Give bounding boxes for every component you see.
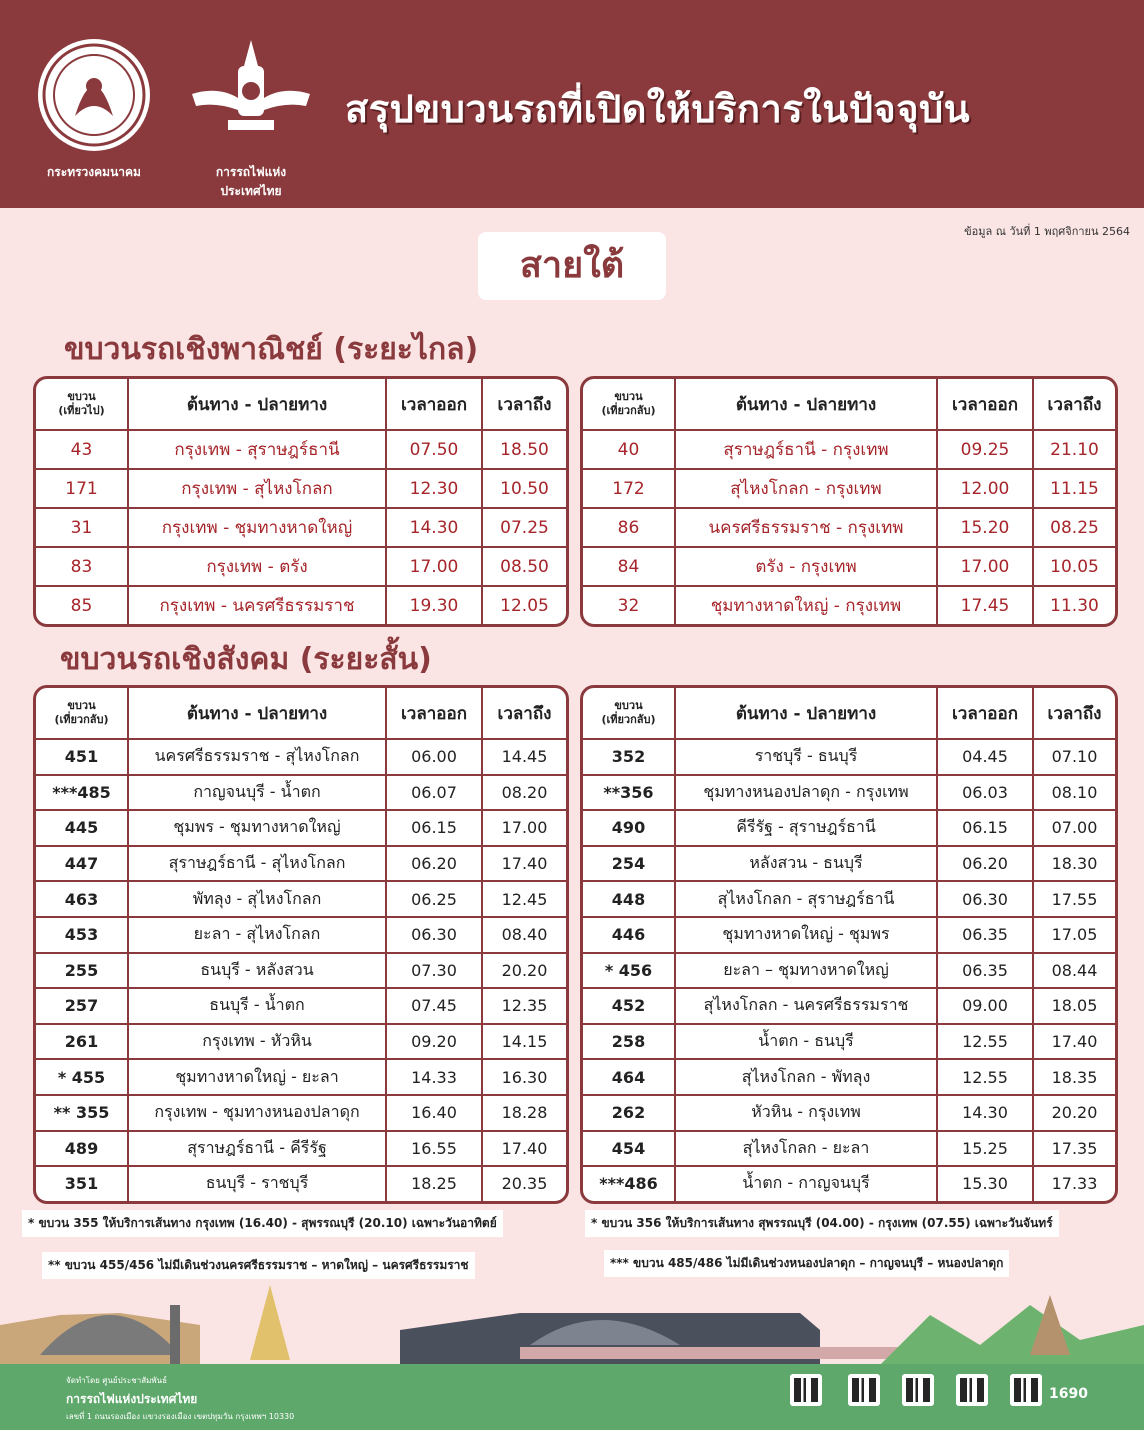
train-number: 463 bbox=[36, 882, 129, 918]
commercial-outbound-table bbox=[33, 376, 569, 627]
ministry-caption: กระทรวงคมนาคม bbox=[47, 165, 141, 179]
region-label: สายใต้ bbox=[478, 232, 666, 300]
arrive-time: 07.25 bbox=[483, 509, 566, 548]
col-route: ต้นทาง - ปลายทาง bbox=[129, 379, 387, 431]
arrive-time: 18.05 bbox=[1034, 989, 1115, 1025]
arrive-time: 17.05 bbox=[1034, 918, 1115, 954]
page-title: สรุปขบวนรถที่เปิดให้บริการในปัจจุบัน bbox=[345, 87, 971, 131]
route: กรุงเทพ - หัวหิน bbox=[129, 1025, 387, 1061]
route: ชุมทางหนองปลาดุก - กรุงเทพ bbox=[676, 776, 938, 812]
depart-time: 12.55 bbox=[938, 1025, 1034, 1061]
table-row bbox=[583, 882, 1115, 918]
app-icon[interactable] bbox=[790, 1374, 822, 1406]
table-row bbox=[36, 989, 566, 1025]
depart-time: 17.45 bbox=[938, 587, 1034, 624]
route: กรุงเทพ - สุราษฎร์ธานี bbox=[129, 431, 387, 470]
arrive-time: 17.55 bbox=[1034, 882, 1115, 918]
table-row bbox=[36, 587, 566, 624]
train-number: 257 bbox=[36, 989, 129, 1025]
route: นครศรีธรรมราช - กรุงเทพ bbox=[676, 509, 938, 548]
col-train: ขบวน (เที่ยวกลับ) bbox=[583, 379, 676, 431]
depart-time: 09.25 bbox=[938, 431, 1034, 470]
ministry-seal-icon bbox=[35, 36, 153, 154]
train-number: 84 bbox=[583, 548, 676, 587]
note-455-456: ** ขบวน 455/456 ไม่มีเดินช่วงนครศรีธรรมราช – หาดใหญ่ – นครศรีธรรมราช bbox=[42, 1252, 475, 1279]
route: หลังสวน - ธนบุรี bbox=[676, 847, 938, 883]
table-row bbox=[583, 1167, 1115, 1201]
depart-time: 06.25 bbox=[387, 882, 483, 918]
as-of-date: ข้อมูล ณ วันที่ 1 พฤศจิกายน 2564 bbox=[964, 225, 1130, 238]
arrive-time: 08.25 bbox=[1034, 509, 1115, 548]
depart-time: 15.20 bbox=[938, 509, 1034, 548]
table-row bbox=[36, 1096, 566, 1132]
table-row bbox=[583, 954, 1115, 990]
qr-code-icon[interactable] bbox=[956, 1374, 988, 1406]
depart-time: 12.00 bbox=[938, 470, 1034, 509]
route: ธนบุรี - ราชบุรี bbox=[129, 1167, 387, 1201]
train-number: 262 bbox=[583, 1096, 676, 1132]
route: ธนบุรี - น้ำตก bbox=[129, 989, 387, 1025]
route: คีรีรัฐ - สุราษฎร์ธานี bbox=[676, 811, 938, 847]
col-arrive: เวลาถึง bbox=[483, 379, 566, 431]
route: น้ำตก - กาญจนบุรี bbox=[676, 1167, 938, 1201]
train-number: **356 bbox=[583, 776, 676, 812]
col-route: ต้นทาง - ปลายทาง bbox=[676, 379, 938, 431]
call-center-number: 1690 bbox=[1049, 1386, 1088, 1402]
arrive-time: 07.00 bbox=[1034, 811, 1115, 847]
depart-time: 19.30 bbox=[387, 587, 483, 624]
depart-time: 04.45 bbox=[938, 740, 1034, 776]
depart-time: 14.33 bbox=[387, 1060, 483, 1096]
route: สุไหงโกลก - สุราษฎร์ธานี bbox=[676, 882, 938, 918]
arrive-time: 08.40 bbox=[483, 918, 566, 954]
arrive-time: 20.35 bbox=[501, 1174, 548, 1194]
footer-org: การรถไฟแห่งประเทศไทย bbox=[66, 1392, 198, 1406]
header-banner bbox=[0, 0, 1144, 208]
train-number: 464 bbox=[583, 1060, 676, 1096]
depart-time: 15.25 bbox=[938, 1132, 1034, 1168]
depart-time: 06.20 bbox=[938, 847, 1034, 883]
depart-time: 12.55 bbox=[938, 1060, 1034, 1096]
table-row bbox=[583, 989, 1115, 1025]
depart-time: 14.30 bbox=[938, 1096, 1034, 1132]
train-number: 32 bbox=[583, 587, 676, 624]
table-row bbox=[583, 1096, 1115, 1132]
table-row bbox=[583, 811, 1115, 847]
table-row bbox=[36, 882, 566, 918]
train-number: 171 bbox=[36, 470, 129, 509]
arrive-time: 18.50 bbox=[483, 431, 566, 470]
route: ชุมทางหาดใหญ่ - ยะลา bbox=[129, 1060, 387, 1096]
table-row bbox=[36, 1025, 566, 1061]
table-row bbox=[36, 918, 566, 954]
table-row bbox=[36, 811, 566, 847]
train-number: 447 bbox=[36, 847, 129, 883]
arrive-time: 08.20 bbox=[483, 776, 566, 812]
note-355: * ขบวน 355 ให้บริการเส้นทาง กรุงเทพ (16.40) - สุพรรณบุรี (20.10) เฉพาะวันอาทิตย์ bbox=[22, 1210, 503, 1237]
train-number: 172 bbox=[583, 470, 676, 509]
route: กรุงเทพ - ตรัง bbox=[129, 548, 387, 587]
arrive-time: 20.20 bbox=[483, 954, 566, 990]
arrive-time: 11.15 bbox=[1034, 470, 1115, 509]
train-number: 451 bbox=[36, 740, 129, 776]
train-number: 352 bbox=[583, 740, 676, 776]
train-number: 31 bbox=[36, 509, 129, 548]
route: สุราษฎร์ธานี - คีรีรัฐ bbox=[129, 1132, 387, 1168]
depart-time: 06.30 bbox=[387, 918, 483, 954]
col-depart: เวลาออก bbox=[938, 688, 1034, 740]
arrive-time: 10.50 bbox=[483, 470, 566, 509]
depart-time: 09.20 bbox=[387, 1025, 483, 1061]
arrive-time: 08.10 bbox=[1034, 776, 1115, 812]
depart-time: 06.00 bbox=[387, 740, 483, 776]
col-route: ต้นทาง - ปลายทาง bbox=[129, 688, 387, 740]
train-number: 454 bbox=[583, 1132, 676, 1168]
table-row bbox=[36, 548, 566, 587]
train-number: ** 355 bbox=[36, 1096, 129, 1132]
depart-time: 06.20 bbox=[387, 847, 483, 883]
col-depart: เวลาออก bbox=[938, 379, 1034, 431]
train-number: 448 bbox=[583, 882, 676, 918]
ministry-logo bbox=[32, 36, 156, 182]
note-356: * ขบวน 356 ให้บริการเส้นทาง สุพรรณบุรี (04.00) - กรุงเทพ (07.55) เฉพาะวันจันทร์ bbox=[585, 1210, 1059, 1237]
depart-time: 17.00 bbox=[938, 548, 1034, 587]
arrive-time: 17.00 bbox=[483, 811, 566, 847]
arrive-time: 14.45 bbox=[483, 740, 566, 776]
train-number: 86 bbox=[583, 509, 676, 548]
footer-address: เลขที่ 1 ถนนรองเมือง แขวงรองเมือง เขตปทุมวัน กรุงเทพฯ 10330 bbox=[66, 1412, 295, 1421]
table-row bbox=[583, 587, 1115, 624]
arrive-time: 08.44 bbox=[1034, 954, 1115, 990]
footer-producer: จัดทำโดย ศูนย์ประชาสัมพันธ์ bbox=[66, 1376, 167, 1385]
table-row bbox=[583, 847, 1115, 883]
route: ตรัง - กรุงเทพ bbox=[676, 548, 938, 587]
arrive-time: 17.40 bbox=[483, 1132, 566, 1168]
train-number: ***486 bbox=[583, 1167, 676, 1201]
arrive-time: 12.05 bbox=[500, 595, 549, 616]
col-arrive: เวลาถึง bbox=[1034, 688, 1115, 740]
depart-time: 07.50 bbox=[387, 431, 483, 470]
arrive-time: 08.50 bbox=[483, 548, 566, 587]
route: ยะลา – ชุมทางหาดใหญ่ bbox=[676, 954, 938, 990]
depart-time: 06.03 bbox=[938, 776, 1034, 812]
table-row bbox=[36, 954, 566, 990]
train-number: * 455 bbox=[36, 1060, 129, 1096]
depart-time: 06.07 bbox=[387, 776, 483, 812]
depart-time: 07.45 bbox=[387, 989, 483, 1025]
route: ชุมพร - ชุมทางหาดใหญ่ bbox=[129, 811, 387, 847]
depart-time: 06.15 bbox=[938, 811, 1034, 847]
srt-caption: การรถไฟแห่งประเทศไทย bbox=[215, 165, 287, 198]
train-number: 43 bbox=[36, 431, 129, 470]
depart-time: 06.15 bbox=[387, 811, 483, 847]
train-number: 446 bbox=[583, 918, 676, 954]
table-row bbox=[583, 509, 1115, 548]
table-row bbox=[583, 431, 1115, 470]
arrive-time: 10.05 bbox=[1034, 548, 1115, 587]
route: หัวหิน - กรุงเทพ bbox=[676, 1096, 938, 1132]
col-depart: เวลาออก bbox=[387, 688, 483, 740]
table-row bbox=[36, 470, 566, 509]
qr-code-icon[interactable] bbox=[902, 1374, 934, 1406]
arrive-time: 18.30 bbox=[1034, 847, 1115, 883]
depart-time: 16.55 bbox=[387, 1132, 483, 1168]
table-row bbox=[36, 776, 566, 812]
train-number: 85 bbox=[36, 587, 129, 624]
depart-time: 17.00 bbox=[387, 548, 483, 587]
route: พัทลุง - สุไหงโกลก bbox=[129, 882, 387, 918]
qr-code-icon[interactable] bbox=[1010, 1374, 1042, 1406]
route: น้ำตก - ธนบุรี bbox=[676, 1025, 938, 1061]
table-row bbox=[36, 847, 566, 883]
arrive-time: 07.10 bbox=[1034, 740, 1115, 776]
arrive-time: 21.10 bbox=[1034, 431, 1115, 470]
table-row bbox=[583, 470, 1115, 509]
depart-time: 18.25 bbox=[387, 1167, 483, 1201]
route: สุไหงโกลก - นครศรีธรรมราช bbox=[676, 989, 938, 1025]
table-row bbox=[583, 548, 1115, 587]
col-arrive: เวลาถึง bbox=[483, 688, 566, 740]
train-number: * 456 bbox=[583, 954, 676, 990]
depart-time: 12.30 bbox=[387, 470, 483, 509]
route: สุราษฎร์ธานี - สุไหงโกลก bbox=[129, 847, 387, 883]
depart-time: 06.35 bbox=[938, 954, 1034, 990]
arrive-time: 17.35 bbox=[1034, 1132, 1115, 1168]
depart-time: 09.00 bbox=[938, 989, 1034, 1025]
arrive-time: 17.33 bbox=[1051, 1174, 1098, 1194]
train-number: 489 bbox=[36, 1132, 129, 1168]
table-row bbox=[36, 1167, 566, 1201]
train-number: ***485 bbox=[36, 776, 129, 812]
table-row bbox=[583, 776, 1115, 812]
arrive-time: 18.28 bbox=[483, 1096, 566, 1132]
route: กาญจนบุรี - น้ำตก bbox=[129, 776, 387, 812]
depart-time: 06.30 bbox=[938, 882, 1034, 918]
route: ราชบุรี - ธนบุรี bbox=[676, 740, 938, 776]
col-arrive: เวลาถึง bbox=[1034, 379, 1115, 431]
arrive-time: 16.30 bbox=[483, 1060, 566, 1096]
table-row bbox=[583, 918, 1115, 954]
table-row bbox=[36, 740, 566, 776]
route: กรุงเทพ - ชุมทางหนองปลาดุก bbox=[129, 1096, 387, 1132]
arrive-time: 18.35 bbox=[1034, 1060, 1115, 1096]
col-train: ขบวน (เที่ยวกลับ) bbox=[36, 688, 129, 740]
commercial-return-table bbox=[580, 376, 1118, 627]
train-number: 40 bbox=[583, 431, 676, 470]
route: กรุงเทพ - สุไหงโกลก bbox=[129, 470, 387, 509]
arrive-time: 11.30 bbox=[1050, 595, 1099, 616]
train-number: 490 bbox=[583, 811, 676, 847]
qr-code-icon[interactable] bbox=[848, 1374, 880, 1406]
table-row bbox=[36, 431, 566, 470]
table-row bbox=[583, 1132, 1115, 1168]
train-number: 351 bbox=[36, 1167, 129, 1201]
route: สุราษฎร์ธานี - กรุงเทพ bbox=[676, 431, 938, 470]
table-row bbox=[583, 1025, 1115, 1061]
table-row bbox=[583, 740, 1115, 776]
train-number: 258 bbox=[583, 1025, 676, 1061]
table-row bbox=[36, 1132, 566, 1168]
route: กรุงเทพ - ชุมทางหาดใหญ่ bbox=[129, 509, 387, 548]
route: สุไหงโกลก - พัทลุง bbox=[676, 1060, 938, 1096]
col-route: ต้นทาง - ปลายทาง bbox=[676, 688, 938, 740]
social-left-table bbox=[33, 685, 569, 1204]
arrive-time: 14.15 bbox=[483, 1025, 566, 1061]
table-row bbox=[583, 1060, 1115, 1096]
train-number: 255 bbox=[36, 954, 129, 990]
depart-time: 06.35 bbox=[938, 918, 1034, 954]
note-485-486: *** ขบวน 485/486 ไม่มีเดินช่วงหนองปลาดุก – กาญจนบุรี – หนองปลาดุก bbox=[604, 1250, 1009, 1277]
route: ยะลา - สุไหงโกลก bbox=[129, 918, 387, 954]
depart-time: 15.30 bbox=[938, 1167, 1034, 1201]
table-row bbox=[36, 509, 566, 548]
col-train: ขบวน (เที่ยวกลับ) bbox=[583, 688, 676, 740]
footer bbox=[0, 1364, 1144, 1430]
srt-emblem-icon bbox=[188, 36, 314, 154]
arrive-time: 20.20 bbox=[1034, 1096, 1115, 1132]
commercial-section-title: ขบวนรถเชิงพาณิชย์ (ระยะไกล) bbox=[64, 332, 479, 367]
route: นครศรีธรรมราช - สุไหงโกลก bbox=[129, 740, 387, 776]
route: ชุมทางหาดใหญ่ - กรุงเทพ bbox=[676, 587, 938, 624]
depart-time: 16.40 bbox=[387, 1096, 483, 1132]
arrive-time: 17.40 bbox=[483, 847, 566, 883]
srt-logo bbox=[186, 36, 316, 201]
social-section-title: ขบวนรถเชิงสังคม (ระยะสั้น) bbox=[60, 642, 432, 677]
table-row bbox=[36, 1060, 566, 1096]
route: สุไหงโกลก - ยะลา bbox=[676, 1132, 938, 1168]
train-number: 261 bbox=[36, 1025, 129, 1061]
arrive-time: 12.35 bbox=[483, 989, 566, 1025]
depart-time: 14.30 bbox=[387, 509, 483, 548]
train-number: 453 bbox=[36, 918, 129, 954]
depart-time: 07.30 bbox=[387, 954, 483, 990]
arrive-time: 17.40 bbox=[1034, 1025, 1115, 1061]
route: สุไหงโกลก - กรุงเทพ bbox=[676, 470, 938, 509]
train-number: 254 bbox=[583, 847, 676, 883]
train-number: 445 bbox=[36, 811, 129, 847]
route: กรุงเทพ - นครศรีธรรมราช bbox=[129, 587, 387, 624]
route: ธนบุรี - หลังสวน bbox=[129, 954, 387, 990]
social-right-table bbox=[580, 685, 1118, 1204]
route: ชุมทางหาดใหญ่ - ชุมพร bbox=[676, 918, 938, 954]
arrive-time: 12.45 bbox=[483, 882, 566, 918]
train-number: 83 bbox=[36, 548, 129, 587]
col-depart: เวลาออก bbox=[387, 379, 483, 431]
train-number: 452 bbox=[583, 989, 676, 1025]
scenery-illustration bbox=[0, 1285, 1144, 1365]
col-train: ขบวน (เที่ยวไป) bbox=[36, 379, 129, 431]
